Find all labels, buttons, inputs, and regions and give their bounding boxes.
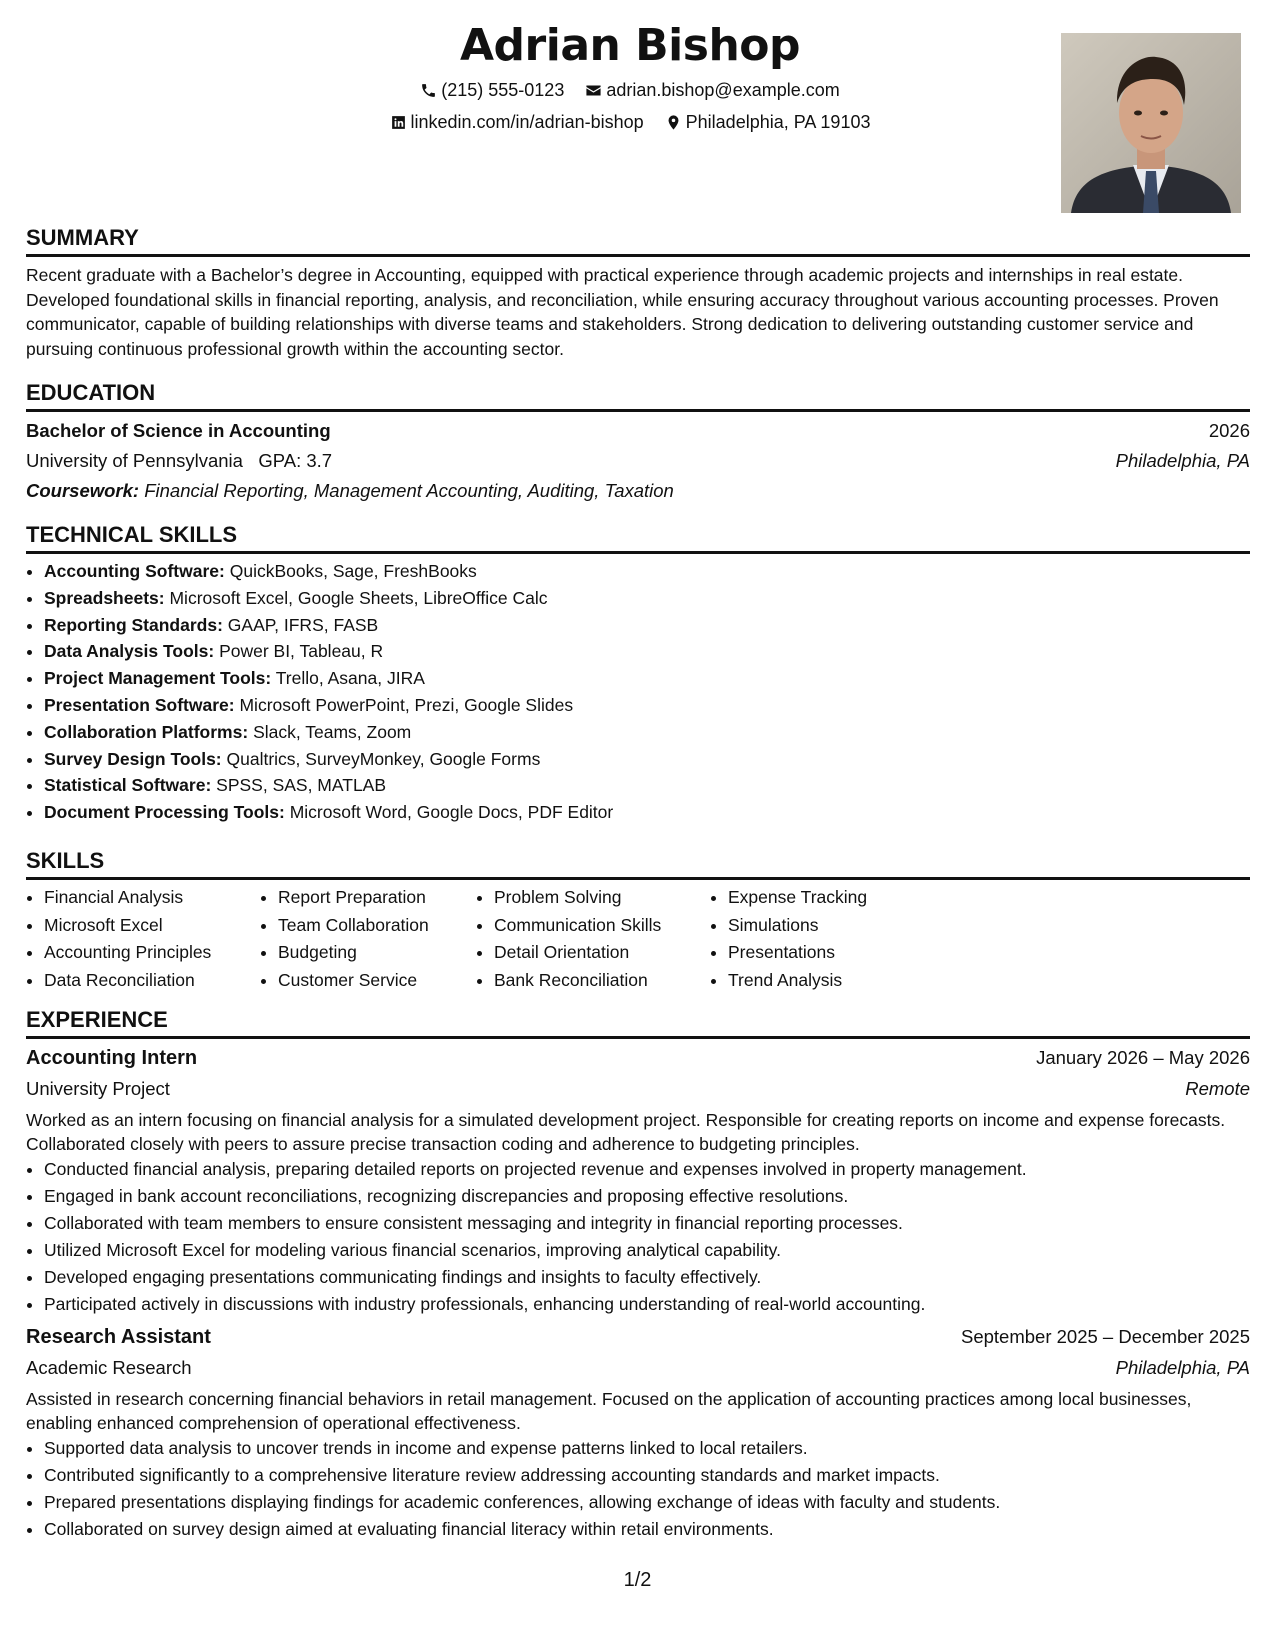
job-entry [26, 1043, 1250, 1318]
job-description: Assisted in research concerning financial behaviors in retail management. Focused on the application of accounting practices among local businesses, enabling enhanced comprehension of operational effectiveness. [26, 1389, 1192, 1433]
linkedin-text[interactable]: linkedin.com/in/adrian-bishop [410, 112, 644, 132]
skill-item: • Report Preparation [278, 884, 476, 912]
skill-item: • Trend Analysis [728, 967, 928, 995]
skill-category-value: Power BI, Tableau, R [219, 641, 384, 662]
phone-contact [420, 80, 564, 101]
coursework-list: Financial Reporting, Management Accounting, Auditing, Taxation [144, 480, 674, 501]
technical-skill-item [44, 612, 1250, 639]
skill-item: • Expense Tracking [728, 884, 928, 912]
skill-category-value: QuickBooks, Sage, FreshBooks [229, 561, 477, 581]
job-row-1 [26, 1043, 1250, 1074]
education-row-2 [26, 446, 1250, 476]
linkedin-icon [390, 114, 407, 131]
job-bullet: • Developed engaging presentations communicating findings and insights to faculty effectively. [44, 1264, 1250, 1291]
skill-category-value: Qualtrics, SurveyMonkey, Google Forms [226, 748, 541, 769]
section-divider [26, 877, 1250, 880]
skill-category-label: Data Analysis Tools: [44, 641, 215, 662]
skill-category-value: Microsoft PowerPoint, Prezi, Google Slides [239, 694, 574, 715]
job-org: Academic Research [26, 1357, 192, 1378]
skill-item: • Budgeting [278, 939, 476, 967]
section-divider [26, 1036, 1250, 1039]
gpa: GPA: 3.7 [258, 450, 333, 471]
email-text[interactable]: adrian.bishop@example.com [606, 80, 840, 100]
skills-column [260, 884, 476, 994]
job-dates: January 2026 – May 2026 [1036, 1047, 1250, 1068]
technical-skill-item [44, 799, 1250, 826]
job-org: University Project [26, 1078, 170, 1099]
skills-column [26, 884, 260, 994]
phone-icon [420, 82, 437, 99]
job-bullet: • Engaged in bank account reconciliations, recognizing discrepancies and proposing effective resolutions. [44, 1183, 1250, 1210]
email-contact[interactable] [585, 80, 839, 101]
skill-category-label: Statistical Software: [44, 775, 212, 796]
map-pin-icon [665, 114, 682, 131]
skill-item: • Accounting Principles [44, 939, 260, 967]
skill-category-label: Collaboration Platforms: [44, 721, 249, 742]
skill-item: • Simulations [728, 912, 928, 940]
job-bullet: • Collaborated on survey design aimed at evaluating financial literacy within retail environments. [44, 1516, 1250, 1543]
skill-item: • Detail Orientation [494, 939, 710, 967]
job-bullet: • Utilized Microsoft Excel for modeling various financial scenarios, improving analytical capability. [44, 1237, 1250, 1264]
skill-item: • Bank Reconciliation [494, 967, 710, 995]
school-name-gpa [26, 450, 332, 472]
section-divider [26, 254, 1250, 257]
skill-item: • Financial Analysis [44, 884, 260, 912]
summary-heading: SUMMARY [26, 225, 139, 250]
experience-section [26, 1006, 1250, 1543]
job-row-2 [26, 1074, 1250, 1105]
skill-category-label: Presentation Software: [44, 694, 235, 715]
technical-skills-heading: TECHNICAL SKILLS [26, 522, 238, 547]
job-bullet: • Conducted financial analysis, preparing detailed reports on projected revenue and expenses involved in property management. [44, 1156, 1250, 1183]
location-text: Philadelphia, PA 19103 [685, 112, 871, 132]
skill-item: • Data Reconciliation [44, 967, 260, 995]
section-divider [26, 409, 1250, 412]
education-section [26, 379, 1250, 506]
technical-skills-list [26, 558, 1250, 826]
technical-skill-item [44, 772, 1250, 799]
skill-item: • Customer Service [278, 967, 476, 995]
skill-category-label: Project Management Tools: [44, 668, 272, 689]
skill-item: • Microsoft Excel [44, 912, 260, 940]
job-description: Worked as an intern focusing on financial analysis for a simulated development project. Responsible for creating reports on income and expense forecasts. Collaborated closely with peers to assure precise transaction coding and adherence to budgeting principles. [26, 1110, 1226, 1154]
summary-section [26, 224, 1250, 361]
skill-item: • Problem Solving [494, 884, 710, 912]
summary-text: Recent graduate with a Bachelor’s degree in Accounting, equipped with practical experience through academic projects and internships in real estate. Developed foundational skills in financial reporting, analysis, and reconciliation, while ensuring accuracy throughout various accounting processes. Proven communicator, capable of building relationships with diverse teams and stakeholders. Strong dedication to delivering outstanding customer service and pursuing continuous professional growth within the accounting sector. [26, 265, 1219, 359]
skill-category-value: Microsoft Word, Google Docs, PDF Editor [289, 802, 614, 823]
job-role: Accounting Intern [26, 1047, 198, 1069]
skill-category-label: Reporting Standards: [44, 614, 223, 635]
skill-category-label: Survey Design Tools: [44, 748, 222, 769]
skill-category-label: Spreadsheets: [44, 587, 165, 608]
skill-category-value: GAAP, IFRS, FASB [227, 614, 379, 635]
envelope-icon [585, 82, 602, 99]
job-bullets [26, 1435, 1250, 1543]
technical-skill-item [44, 558, 1250, 585]
skills-grid [26, 884, 1250, 994]
coursework-label: Coursework: [26, 480, 140, 501]
skill-category-label: Document Processing Tools: [44, 802, 285, 823]
skills-column [710, 884, 928, 994]
job-bullets [26, 1156, 1250, 1318]
job-bullet: • Contributed significantly to a comprehensive literature review addressing accounting standards and market impacts. [44, 1462, 1250, 1489]
skill-category-value: Trello, Asana, JIRA [275, 668, 425, 689]
location-contact [665, 112, 871, 133]
job-entry [26, 1322, 1250, 1543]
coursework-line [26, 480, 674, 502]
job-bullet: • Participated actively in discussions with industry professionals, enhancing understanding of real-world accounting. [44, 1291, 1250, 1318]
job-role: Research Assistant [26, 1326, 211, 1348]
technical-skills-section [26, 521, 1250, 826]
job-bullet: • Prepared presentations displaying findings for academic conferences, allowing exchange of ideas with faculty and students. [44, 1489, 1250, 1516]
job-bullet: • Supported data analysis to uncover trends in income and expense patterns linked to local retailers. [44, 1435, 1250, 1462]
school-name: University of Pennsylvania [26, 450, 243, 471]
technical-skill-item [44, 719, 1250, 746]
graduation-year: 2026 [1208, 420, 1250, 441]
phone-text: (215) 555-0123 [441, 80, 565, 100]
skill-item: • Communication Skills [494, 912, 710, 940]
skill-category-value: Slack, Teams, Zoom [253, 721, 412, 742]
technical-skill-item [44, 585, 1250, 612]
linkedin-contact[interactable] [390, 112, 644, 133]
skill-category-label: Accounting Software: [44, 561, 225, 581]
job-row-1 [26, 1322, 1250, 1353]
skills-section [26, 847, 1250, 994]
skill-item: • Presentations [728, 939, 928, 967]
technical-skill-item [44, 746, 1250, 773]
education-row-3 [26, 476, 1250, 506]
skills-column [476, 884, 710, 994]
job-location: Philadelphia, PA [1115, 1357, 1250, 1378]
technical-skill-item [44, 692, 1250, 719]
job-dates: September 2025 – December 2025 [961, 1326, 1250, 1347]
candidate-name: Adrian Bishop [459, 20, 801, 71]
page-number: 1/2 [623, 1569, 652, 1591]
education-heading: EDUCATION [26, 380, 156, 405]
job-bullet: • Collaborated with team members to ensure consistent messaging and integrity in financial reporting processes. [44, 1210, 1250, 1237]
skill-category-value: SPSS, SAS, MATLAB [216, 775, 387, 796]
profile-photo [1061, 33, 1241, 213]
job-row-2 [26, 1353, 1250, 1384]
skills-heading: SKILLS [26, 848, 105, 873]
experience-heading: EXPERIENCE [26, 1007, 168, 1032]
skill-category-value: Microsoft Excel, Google Sheets, LibreOffice Calc [169, 587, 548, 608]
job-location: Remote [1185, 1078, 1250, 1099]
education-row-1 [26, 416, 1250, 446]
skill-item: • Team Collaboration [278, 912, 476, 940]
section-divider [26, 551, 1250, 554]
degree-title: Bachelor of Science in Accounting [26, 420, 331, 441]
technical-skill-item [44, 665, 1250, 692]
technical-skill-item [44, 638, 1250, 665]
school-location: Philadelphia, PA [1115, 450, 1250, 471]
